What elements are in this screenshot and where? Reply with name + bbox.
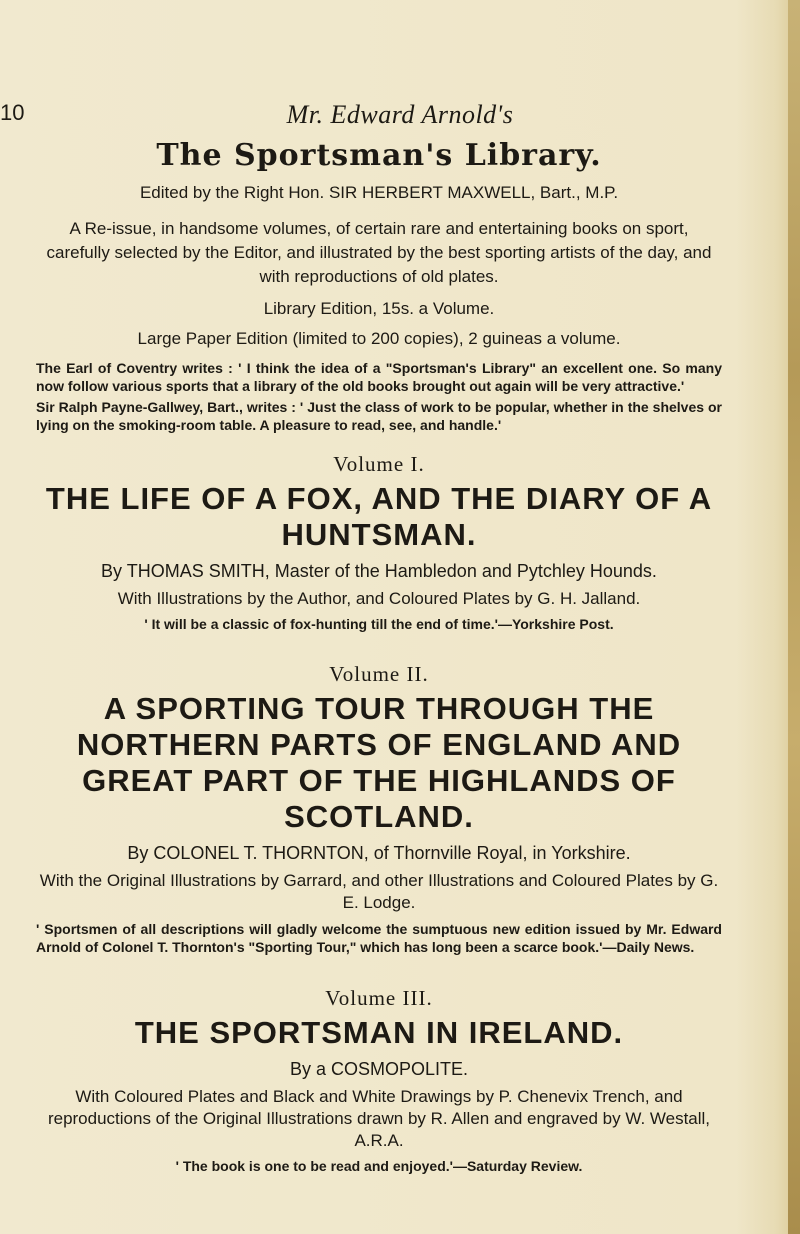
- volume-label: Volume I.: [333, 452, 425, 476]
- large-paper-edition: Large Paper Edition (limited to 200 copies), 2 guineas a volume.: [137, 329, 621, 348]
- volume-byline: By THOMAS SMITH, Master of the Hambledon and Pytchley Hounds.: [101, 561, 657, 581]
- testimonial-coventry: The Earl of Coventry writes : ' I think the idea of a "Sportsman's Library" an excellent one. So many now follow various sports that a library of the old books brought out again will be very attractive.': [36, 360, 722, 394]
- volume-label: Volume II.: [329, 662, 429, 686]
- testimonial-payne-gallwey: Sir Ralph Payne-Gallwey, Bart., writes : ' Just the class of work to be popular, whether in the shelves or lying on the smoking-room table. A pleasure to read, see, and handle.': [36, 399, 722, 433]
- volume-byline: By a COSMOPOLITE.: [289, 1059, 469, 1079]
- series-intro: A Re-issue, in handsome volumes, of certain rare and entertaining books on sport, carefully selected by the Editor, and illustrated by the best sporting artists of the day, and with reproductions of old plates.: [46, 219, 712, 286]
- volume-title: THE SPORTSMAN IN IRELAND.: [134, 1015, 624, 1050]
- volume-illustrations: With the Original Illustrations by Garrard, and other Illustrations and Coloured Plates by G. E. Lodge.: [39, 871, 719, 912]
- volume-review: ' The book is one to be read and enjoyed.'—Saturday Review.: [175, 1158, 583, 1174]
- volume-illustrations: With Coloured Plates and Black and White Drawings by P. Chenevix Trench, and reproductions of the Original Illustrations drawn by R. Allen and engraved by W. Westall, A.R.A.: [47, 1087, 711, 1150]
- page-edge: [788, 0, 800, 1234]
- volume-title: THE LIFE OF A FOX, AND THE DIARY OF A HUNTSMAN.: [45, 481, 713, 552]
- volume-title: A SPORTING TOUR THROUGH THE NORTHERN PARTS OF ENGLAND AND GREAT PART OF THE HIGHLANDS OF SCOTLAND.: [76, 691, 682, 834]
- series-title: The Sportsman's Library.: [156, 138, 602, 173]
- volume-review: ' It will be a classic of fox-hunting till the end of time.'—Yorkshire Post.: [144, 616, 614, 632]
- series-editor: Edited by the Right Hon. SIR HERBERT MAXWELL, Bart., M.P.: [139, 183, 619, 202]
- volume-label: Volume III.: [325, 986, 433, 1010]
- library-edition: Library Edition, 15s. a Volume.: [263, 299, 495, 318]
- page-number: 10: [0, 100, 25, 125]
- running-head: Mr. Edward Arnold's: [286, 100, 514, 129]
- volume-byline: By COLONEL T. THORNTON, of Thornville Royal, in Yorkshire.: [127, 843, 631, 863]
- page-content: [36, 138, 722, 1182]
- volume-review: ' Sportsmen of all descriptions will gladly welcome the sumptuous new edition issued by Mr. Edward Arnold of Colonel T. Thornton's "Sporting Tour," which has long been a scarce book.'—Daily News.: [36, 921, 722, 955]
- volume-illustrations: With Illustrations by the Author, and Coloured Plates by G. H. Jalland.: [117, 589, 641, 608]
